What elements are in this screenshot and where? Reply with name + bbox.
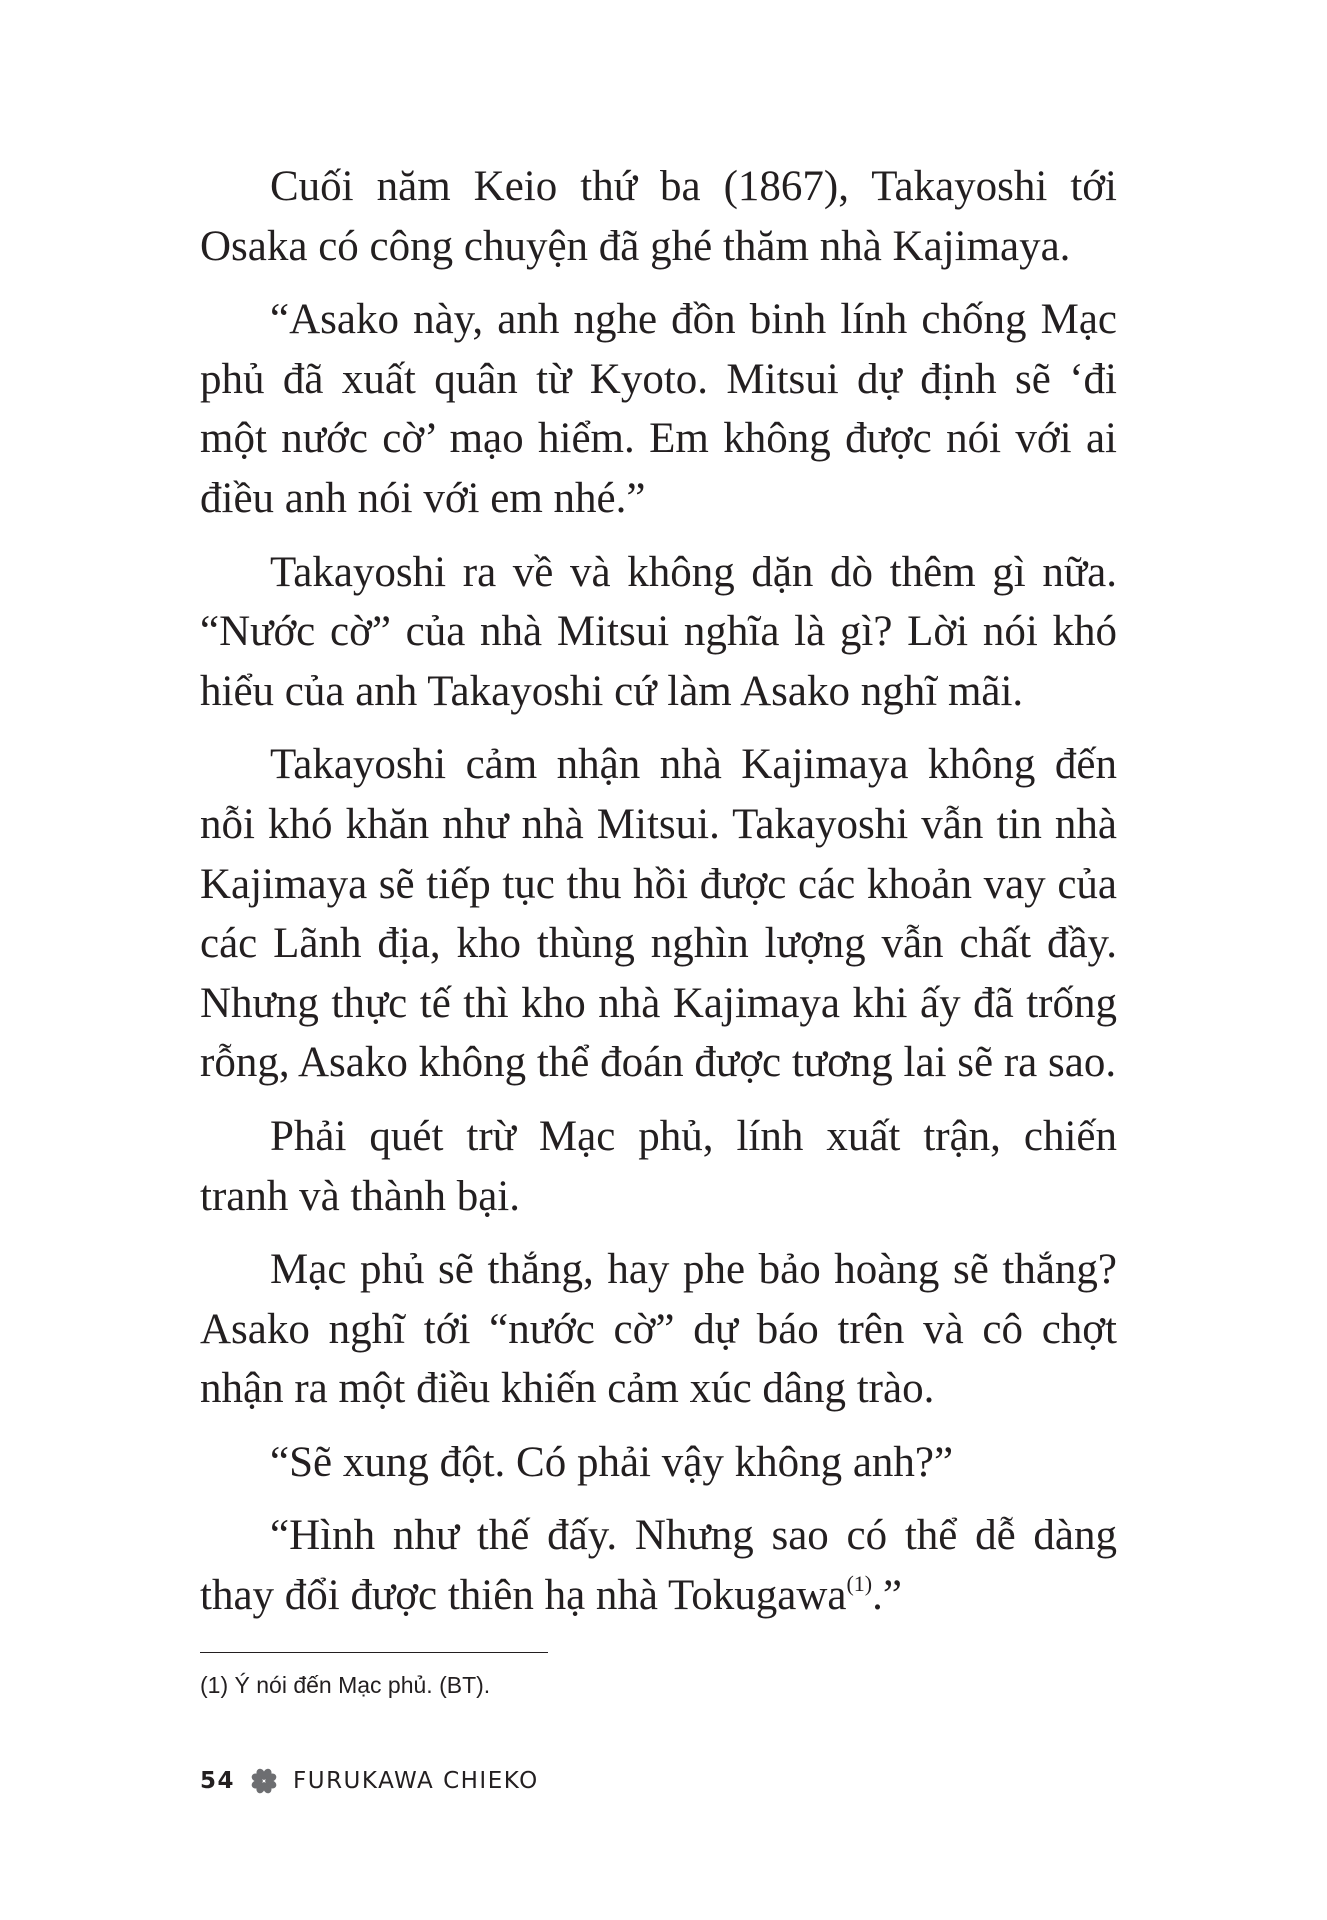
- footnote: (1) Ý nói đến Mạc phủ. (BT).: [200, 1672, 491, 1698]
- paragraph-text: “Hình như thế đấy. Nhưng sao có thể dễ dàng thay đổi được thiên hạ nhà Tokugawa: [200, 1512, 1117, 1620]
- paragraph: “Sẽ xung đột. Có phải vậy không anh?”: [270, 1438, 954, 1486]
- paragraph: [200, 1506, 1117, 1625]
- paragraph: Cuối năm Keio thứ ba (1867), Takayoshi tới Osaka có công chuyện đã ghé thăm nhà Kajimaya.: [200, 163, 1117, 270]
- clover-icon: [249, 1766, 279, 1796]
- paragraph: Phải quét trừ Mạc phủ, lính xuất trận, chiến tranh và thành bại.: [200, 1112, 1117, 1220]
- paragraph: Takayoshi cảm nhận nhà Kajimaya không đến nỗi khó khăn như nhà Mitsui. Takayoshi vẫn tin nhà Kajimaya sẽ tiếp tục thu hồi được các khoản vay của các Lãnh địa, kho thùng nghìn lượng vẫn chất đầy. Nhưng thực tế thì kho nhà Kajimaya khi ấy đã trống rỗng, Asako không thể đoán được tương lai sẽ ra sao.: [200, 741, 1117, 1087]
- paragraph: Mạc phủ sẽ thắng, hay phe bảo hoàng sẽ thắng? Asako nghĩ tới “nước cờ” dự báo trên và cô chợt nhận ra một điều khiến cảm xúc dâng trào.: [200, 1246, 1117, 1413]
- page-number: 54: [200, 1768, 236, 1794]
- paragraph: “Asako này, anh nghe đồn binh lính chống Mạc phủ đã xuất quân từ Kyoto. Mitsui dự định sẽ ‘đi một nước cờ’ mạo hiểm. Em không được nói với ai điều anh nói với em nhé.”: [200, 296, 1117, 522]
- paragraph: Takayoshi ra về và không dặn dò thêm gì nữa. “Nước cờ” của nhà Mitsui nghĩa là gì? Lời nói khó hiểu của anh Takayoshi cứ làm Asako nghĩ mãi.: [200, 548, 1117, 715]
- footnote-divider: [200, 1652, 548, 1653]
- footnote-reference: (1): [846, 1571, 873, 1597]
- paragraph-text-tail: .”: [872, 1572, 902, 1620]
- author-name: FURUKAWA CHIEKO: [293, 1768, 539, 1794]
- body-text: [200, 157, 1117, 1640]
- page-footer: [200, 1761, 539, 1801]
